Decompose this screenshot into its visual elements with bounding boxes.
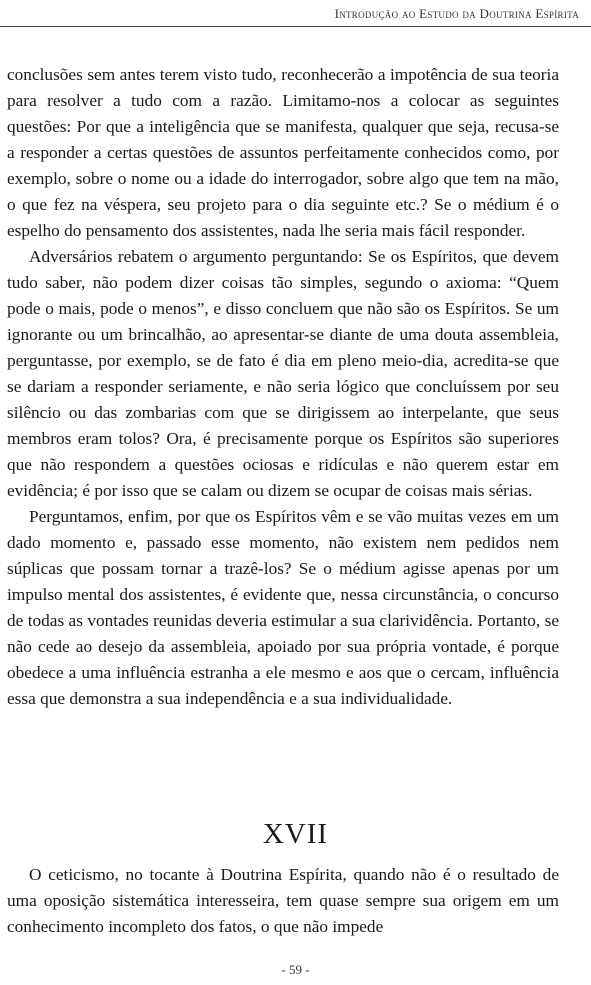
paragraph: O ceticismo, no tocante à Doutrina Espírita, quando não é o resultado de uma oposição sistemática interesseira, tem quase sempre sua origem em um conhecimento incompleto dos fatos, o que não impede (7, 865, 559, 936)
paragraph-continued: conclusões sem antes terem visto tudo, reconhecerão a impotência de sua teoria para resolver a tudo com a razão. Limitamo-nos a colocar as seguintes questões: Por que a inteligência que se manifesta, qualquer que seja, recusa-se a responder a certas questões de assuntos perfeitamente conhecidos como, por exemplo, sobre o nome ou a idade do interrogador, sobre algo que tem na mão, o que fez na véspera, seu projeto para o dia seguinte etc.? Se o médium é o espelho do pensamento dos assistentes, nada lhe seria mais fácil responder. (7, 65, 559, 240)
section-text (7, 862, 559, 940)
header-rule (0, 26, 591, 27)
section-heading: XVII (262, 818, 329, 850)
page-number: - 59 - (281, 962, 310, 977)
running-header: Introdução ao Estudo da Doutrina Espírita (334, 6, 579, 21)
paragraph: Adversários rebatem o argumento perguntando: Se os Espíritos, que devem tudo saber, não podem dizer coisas tão simples, segundo o axioma: “Quem pode o mais, pode o menos”, e disso concluem que não são os Espíritos. Se um ignorante ou um brincalhão, ao apresentar-se diante de uma douta assembleia, perguntasse, por exemplo, se de fato é dia em pleno meio-dia, acredita-se que se dariam a responder seriamente, e não seria lógico que concluíssem por seu silêncio ou das zombarias com que se dirigissem ao interpelante, que seus membros eram tolos? Ora, é precisamente porque os Espíritos são superiores que não respondem a questões ociosas e ridículas e não querem estar em evidência; é por isso que se calam ou dizem se ocupar de coisas mais sérias. (7, 247, 559, 500)
main-text (7, 62, 559, 712)
paragraph: Perguntamos, enfim, por que os Espíritos vêm e se vão muitas vezes em um dado momento e, passado esse momento, não existem nem pedidos nem súplicas que possam tornar a trazê-los? Se o médium agisse apenas por um impulso mental dos assistentes, é evidente que, nessa circunstância, o concurso de todas as vontades reunidas deveria estimular a sua clarividência. Portanto, se não cede ao desejo da assembleia, apoiado por sua própria vontade, é porque obedece a uma influência estranha a ele mesmo e aos que o cercam, influência essa que demonstra a sua independência e a sua individualidade. (7, 507, 559, 708)
